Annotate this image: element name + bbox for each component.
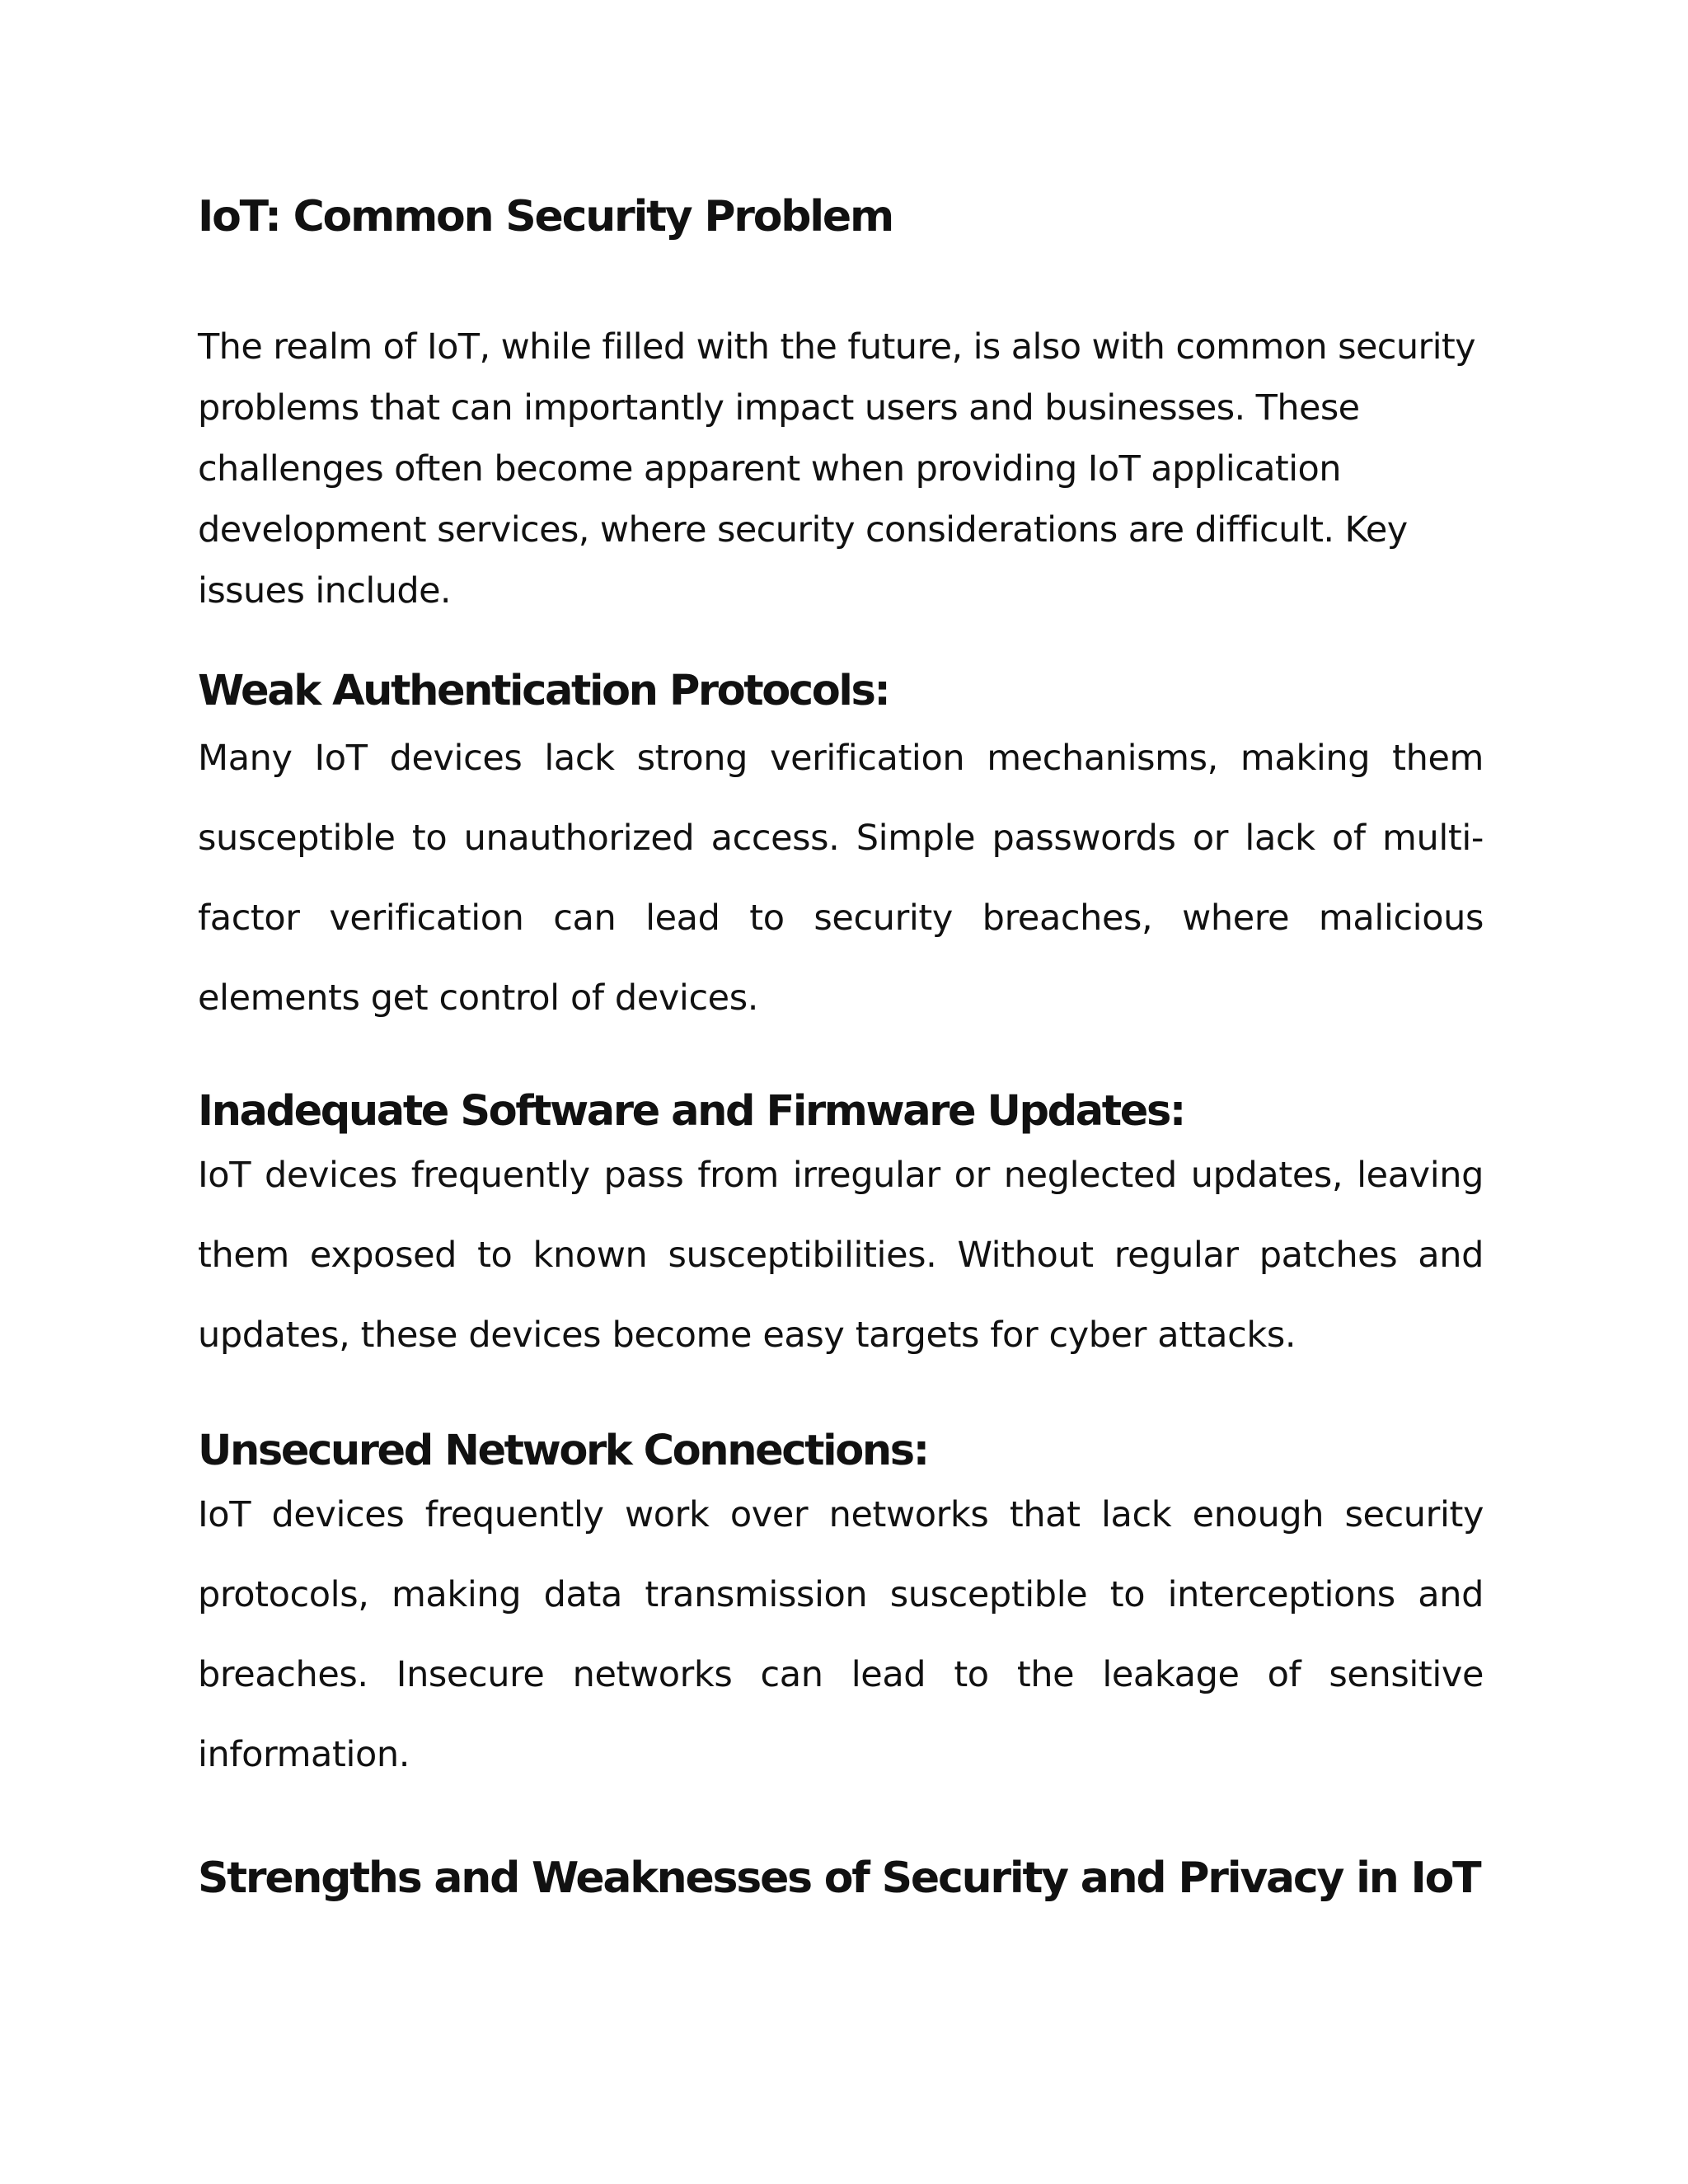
document-page bbox=[198, 0, 1484, 2184]
section-body-weak-authentication: Many IoT devices lack strong verification mechanisms, making them susceptible to unauthorized access. Simple passwords or lack of multi-factor verification can lead to security breaches, where malicious elements get control of devices. bbox=[198, 738, 1484, 1019]
section-body-unsecured-network: IoT devices frequently work over networks that lack enough security protocols, making data transmission susceptible to interceptions and breaches. Insecure networks can lead to the leakage of sensitive information. bbox=[198, 1494, 1484, 1775]
section-heading-weak-authentication: Weak Authentication Protocols: bbox=[198, 667, 889, 715]
section-heading-strengths-weaknesses: Strengths and Weaknesses of Security and Privacy in IoT bbox=[198, 1854, 1480, 1903]
section-heading-unsecured-network: Unsecured Network Connections: bbox=[198, 1427, 928, 1475]
section-heading-inadequate-updates: Inadequate Software and Firmware Updates: bbox=[198, 1087, 1184, 1136]
intro-paragraph: The realm of IoT, while filled with the future, is also with common security problems that can importantly impact users and businesses. These challenges often become apparent when providing IoT application development services, where security considerations are difficult. Key issues include. bbox=[198, 326, 1476, 612]
page-title: IoT: Common Security Problem bbox=[198, 192, 893, 241]
section-body-inadequate-updates: IoT devices frequently pass from irregular or neglected updates, leaving them exposed to known susceptibilities. Without regular patches and updates, these devices become easy targets for cyber attacks. bbox=[198, 1155, 1484, 1356]
